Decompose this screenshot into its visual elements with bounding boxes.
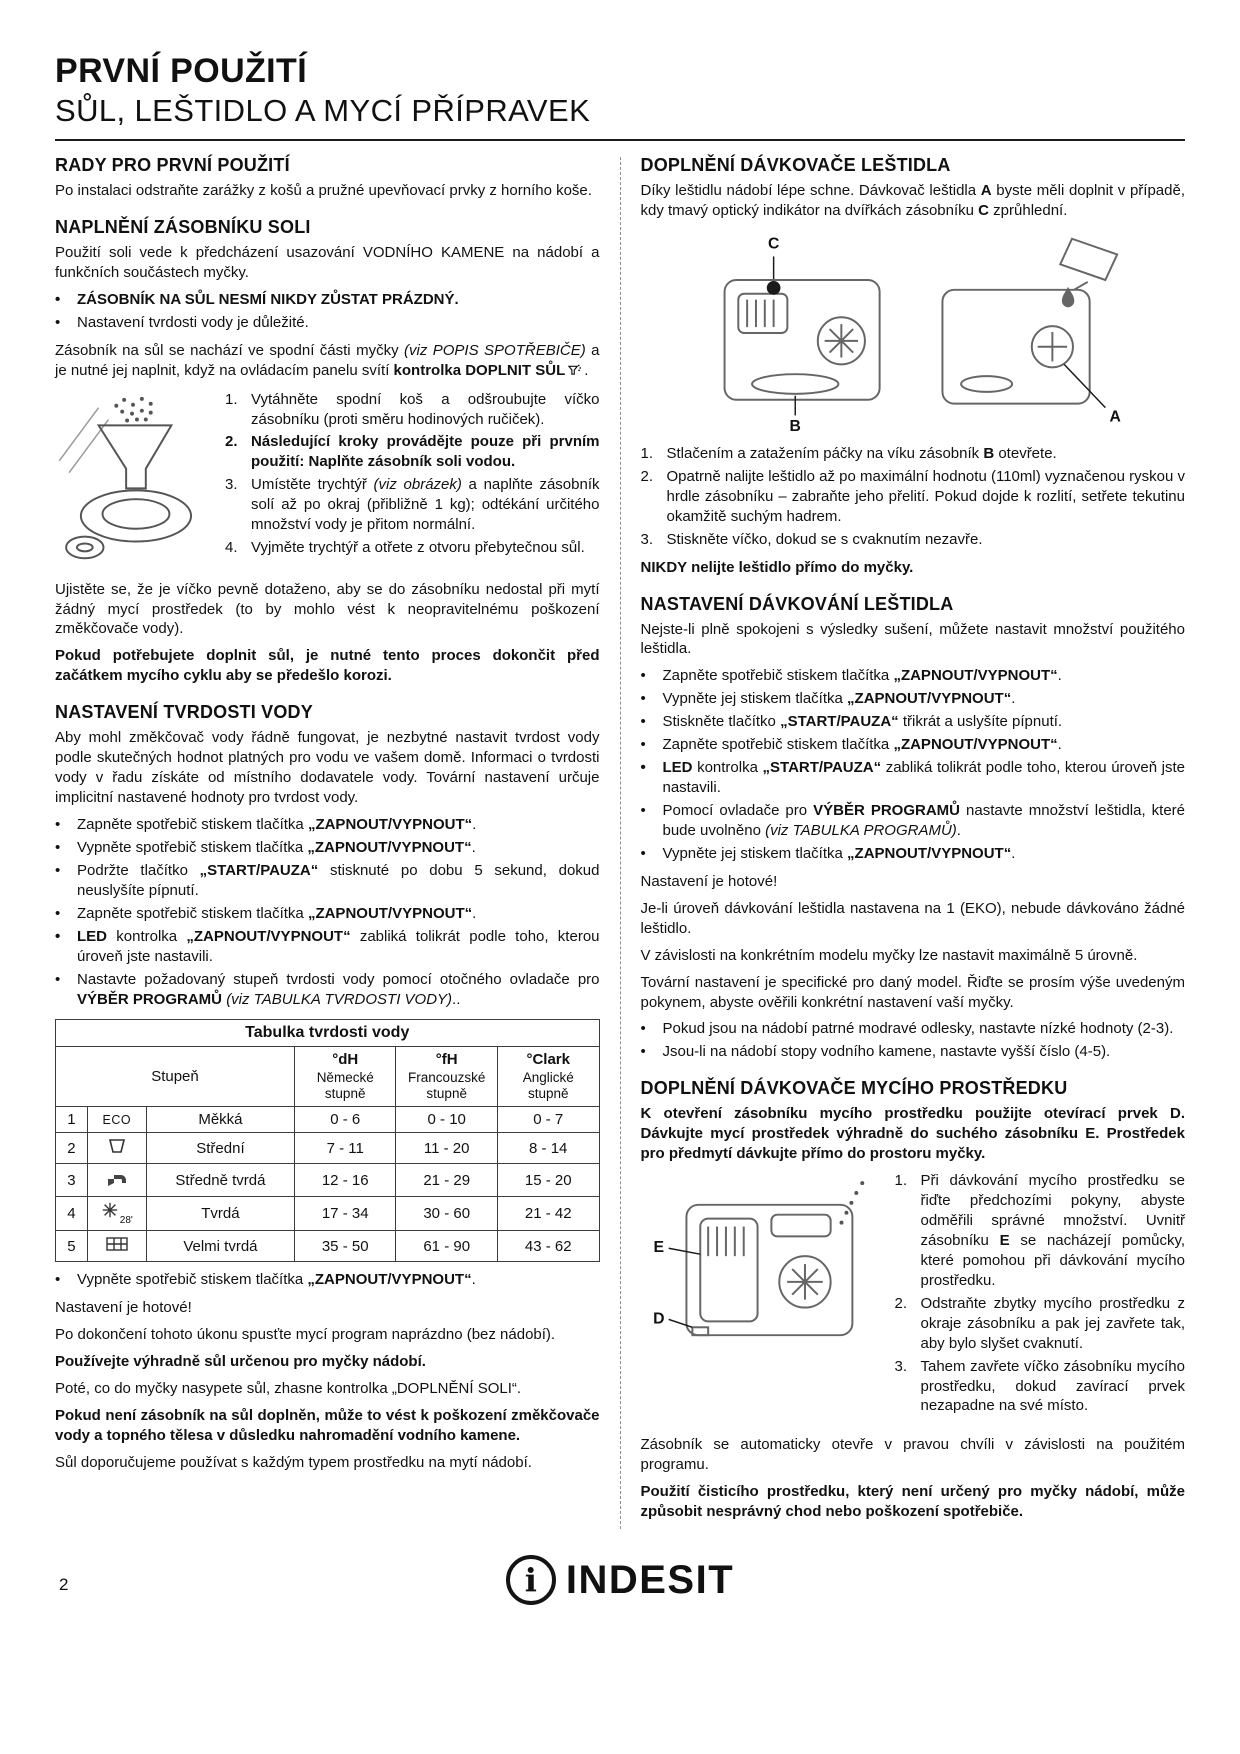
bullet-item [641,801,1186,841]
clark-value: 0 - 7 [497,1107,599,1133]
rinse-aid-dosing-bullets [641,666,1186,863]
water-hardness-table [55,1019,600,1262]
section-heading-water-hardness: NASTAVENÍ TVRDOSTI VODY [55,702,313,723]
unit-label: °Clark [526,1051,570,1069]
paragraph: Zásobník se automaticky otevře v pravou chvíli v závislosti na použitém programu. [640,1436,1185,1474]
list-marker: 3. [225,476,238,494]
level-label: Velmi tvrdá [146,1231,294,1262]
bullet-item [641,712,1186,732]
glass-icon [106,1137,128,1155]
list-item-text: Při dávkování mycího prostředku se řiďte předchozími pokyny, abyste odměřili správné množství. Uvnitř zásobníku E se nacházejí pomůcky, které pomohou při dávkování mycího prostředku. [920,1172,1185,1289]
warning-text: Používejte výhradně sůl určenou pro myčky nádobí. [55,1353,426,1371]
list-marker: • [55,927,61,945]
list-marker: 4. [225,539,238,557]
paragraph: Nejste-li plně spokojeni s výsledky sušení, můžete nastavit množství použitého leštidla. [640,620,1185,658]
list-item-text: Umístěte trychtýř (viz obrázek) a naplňte zásobník solí až po okraj (přibližně 1 kg); odtékání určitého množství vody je přitom normální. [251,476,600,534]
content-columns [55,153,1185,1529]
list-item-text: Vytáhněte spodní koš a odšroubujte víčko zásobníku (proti směru hodinových ručiček). [251,390,600,428]
detergent-steps [895,1171,1186,1419]
list-marker: 3. [894,1357,908,1375]
list-item-text: Podržte tlačítko „START/PAUZA“ stisknuté po dobu 5 sekund, dokud neuslyšíte pípnutí. [77,861,600,899]
level-number: 3 [56,1164,88,1197]
table-title-row [56,1020,600,1047]
warning-text: Pokud potřebujete doplnit sůl, je nutné tento proces dokončit před začátkem mycího cyklu aby se předešlo korozi. [55,647,600,685]
bullet-item [641,758,1186,798]
table-row [56,1164,600,1197]
table-title: Tabulka tvrdosti vody [56,1020,600,1047]
salt-indicator-icon [567,363,582,383]
column-divider [620,157,621,1529]
bullet-item [641,1042,1186,1062]
paragraph: Po instalaci odstraňte zarážky z košů a pružné upevňovací prvky z horního koše. [55,182,592,199]
list-item-text: Pomocí ovladače pro VÝBĚR PROGRAMŮ nastavte množství leštidla, které bude uvolněno (viz TABULKA PROGRAMŮ). [662,802,1186,839]
table-row [56,1197,600,1231]
level-number: 4 [56,1197,88,1231]
unit-label: °fH [435,1051,458,1069]
page-title: PRVNÍ POUŽITÍ [55,52,308,90]
section-heading-first-use-tips: RADY PRO PRVNÍ POUŽITÍ [55,155,290,175]
list-marker: 2. [225,433,238,451]
bullet-item [641,666,1186,686]
fh-value: 11 - 20 [396,1133,498,1164]
list-item-text: LED kontrolka „START/PAUZA“ zabliká tolikrát podle toho, kterou úroveň jste nastavili. [662,759,1185,797]
list-marker: 3. [640,530,654,548]
numbered-step [225,538,600,558]
list-marker: • [640,844,646,862]
bullet-item [641,735,1186,755]
numbered-step [895,1171,1186,1291]
list-marker: • [55,313,61,331]
paragraph: Sůl doporučujeme používat s každým typem prostředku na mytí nádobí. [55,1453,532,1471]
clark-value: 8 - 14 [497,1133,599,1164]
bullet-item [641,689,1186,709]
list-marker: • [55,290,61,308]
list-item-text: Odstraňte zbytky mycího prostředku z okraje zásobníku a pak jej zavřete tak, aby bylo slyšet cvaknutí. [920,1294,1185,1352]
table-header-level: Stupeň [56,1047,295,1107]
numbered-step [641,530,1186,550]
list-item-text: Vypněte spotřebič stiskem tlačítka „ZAPNOUT/VYPNOUT“. [77,838,476,856]
bullet-item [55,927,600,967]
paragraph: Poté, co do myčky nasypete sůl, zhasne kontrolka „DOPLNĚNÍ SOLI“. [55,1380,522,1398]
list-item-text: Vypněte jej stiskem tlačítka „ZAPNOUT/VYPNOUT“. [662,690,1016,708]
level-number: 5 [56,1231,88,1262]
paragraph: Aby mohl změkčovač vody řádně fungovat, je nezbytné nastavit tvrdost vody podle skutečných hodnot platných pro vodu ve vašem domě. Informaci o tvrdosti vody v řadu získáte od místního dodavatele vody. Tovární nastavení určuje implicitní nastavené hodnoty pro tvrdost vody. [55,729,600,807]
list-marker: • [640,713,646,731]
list-marker: • [55,861,61,879]
fh-value: 30 - 60 [396,1197,498,1231]
list-item-text: Zapněte spotřebič stiskem tlačítka „ZAPNOUT/VYPNOUT“. [77,816,477,833]
page-header [55,52,1185,129]
paragraph: Je-li úroveň dávkování leštidla nastavena na 1 (EKO), nebude dávkováno žádné leštidlo. [640,899,1185,937]
numbered-step [641,467,1186,527]
list-item-text: LED kontrolka „ZAPNOUT/VYPNOUT“ zabliká tolikrát podle toho, kterou úroveň jste nastavili. [77,927,600,965]
salt-funnel-diagram [55,390,213,572]
dh-value: 17 - 34 [294,1197,396,1231]
right-column [641,153,1186,1529]
list-item-text: Tahem zavřete víčko zásobníku mycího prostředku, dokud zavírací prvek nezapadne na své místo. [920,1357,1185,1415]
indesit-logo [55,1555,1185,1605]
dh-value: 12 - 16 [294,1164,396,1197]
table-row [56,1231,600,1262]
page-number: 2 [59,1575,69,1595]
list-item-text: Stiskněte tlačítko „START/PAUZA“ třikrát a uslyšíte pípnutí. [662,713,1063,731]
section-heading-rinse-aid-fill: DOPLNĚNÍ DÁVKOVAČE LEŠTIDLA [640,155,951,175]
snowflake-icon-label: 28' [119,1215,133,1227]
list-marker: • [55,970,61,988]
bullet-item [55,861,600,901]
dh-value: 0 - 6 [294,1107,396,1133]
list-marker: • [55,816,61,833]
header-rule [55,139,1185,141]
list-marker: 2. [894,1294,908,1312]
hardness-setup-bullets [55,815,600,1009]
fh-value: 0 - 10 [396,1107,498,1133]
left-column [55,153,600,1529]
dh-value: 35 - 50 [294,1231,396,1262]
level-label: Středně tvrdá [146,1164,294,1197]
table-header-row [56,1047,600,1107]
paragraph: Nastavení je hotové! [640,872,778,890]
list-item-text: Vypněte jej stiskem tlačítka „ZAPNOUT/VYPNOUT“. [662,844,1016,862]
table-header-dh [294,1047,396,1107]
bullet-item [641,1019,1186,1039]
list-item-text: Zapněte spotřebič stiskem tlačítka „ZAPNOUT/VYPNOUT“. [662,736,1062,754]
level-icon-cell [87,1133,146,1164]
paragraph: Nastavení je hotové! [55,1299,192,1317]
paragraph: Ujistěte se, že je víčko pevně dotaženo, aby se do zásobníku nedostal při mytí žádný mycí prostředek (to by mohlo vést k neopravitelnému poškození změkčovače vody). [55,580,600,638]
unit-desc: Německé stupně [316,1070,374,1102]
table-row [56,1107,600,1133]
dh-value: 7 - 11 [294,1133,396,1164]
diagram-label-b: B [789,418,801,436]
warning-text: K otevření zásobníku mycího prostředku použijte otevírací prvek D. Dávkujte mycí prostředek výhradně do suchého zásobníku E. Prostředek pro předmytí dávkujte přímo do prostoru myčky. [640,1105,1185,1163]
bullet-item [55,313,600,333]
logo-letter: i [524,1561,537,1600]
paragraph: Zásobník na sůl se nachází ve spodní části myčky (viz POPIS SPOTŘEBIČE) a je nutné jej naplnit, když na ovládacím panelu svítí kontrolka DOPLNIT SŮL . [55,341,600,383]
rinse-aid-steps [641,444,1186,550]
rinse-aid-dispenser-diagram [648,228,1178,436]
list-item-text: Zapněte spotřebič stiskem tlačítka „ZAPNOUT/VYPNOUT“. [77,904,477,922]
level-number: 2 [56,1133,88,1164]
numbered-step [895,1294,1186,1354]
fh-value: 21 - 29 [396,1164,498,1197]
salt-fill-block [55,390,600,572]
bullet-item [55,970,600,1010]
list-marker: 1. [640,444,654,462]
level-label: Střední [146,1133,294,1164]
section-heading-rinse-aid-dosing: NASTAVENÍ DÁVKOVÁNÍ LEŠTIDLA [640,593,954,614]
eco-label: ECO [102,1113,132,1128]
fh-value: 61 - 90 [396,1231,498,1262]
list-marker: • [640,690,646,708]
level-icon-cell [87,1164,146,1197]
clark-value: 15 - 20 [497,1164,599,1197]
table-header-fh [396,1047,498,1107]
warning-text: Pokud není zásobník na sůl doplněn, může to vést k poškození změkčovače vody a topného tělesa v důsledku nahromadění vodního kamene. [55,1406,600,1444]
list-marker: • [55,904,61,922]
diagram-label-e: E [653,1239,664,1257]
section-heading-salt-fill: NAPLNĚNÍ ZÁSOBNÍKU SOLI [55,216,311,237]
brand-name: INDESIT [565,1557,735,1602]
list-marker: • [640,802,646,819]
list-marker: 2. [640,467,654,485]
list-item-text: Stiskněte víčko, dokud se s cvaknutím nezavře. [666,530,983,548]
indesit-logo-icon [506,1555,556,1605]
list-marker: • [640,759,646,777]
rinse-aid-tips-bullets [641,1019,1186,1062]
diagram-label-a: A [1109,408,1121,426]
list-item-text: Vyjměte trychtýř a otřete z otvoru přebytečnou sůl. [251,539,585,557]
list-marker: • [640,667,646,685]
section-heading-detergent-fill: DOPLNĚNÍ DÁVKOVAČE MYCÍHO PROSTŘEDKU [640,1078,1068,1099]
post-table-bullets [55,1270,600,1290]
list-item-text: Nastavení tvrdosti vody je důležité. [77,313,309,331]
bullet-item [55,1270,600,1290]
bullet-item [55,815,600,835]
bullet-item [55,290,600,310]
table-header-clark [497,1047,599,1107]
level-number: 1 [56,1107,88,1133]
paragraph: V závislosti na konkrétním modelu myčky lze nastavit maximálně 5 úrovně. [640,946,1138,964]
tap-icon [105,1168,129,1188]
page-footer [55,1555,1185,1627]
numbered-step [895,1357,1186,1417]
salt-steps [225,390,600,562]
list-item-text: Nastavte požadovaný stupeň tvrdosti vody pomocí otočného ovladače pro VÝBĚR PROGRAMŮ (viz TABULKA TVRDOSTI VODY).. [77,970,600,1008]
rinse-aid-diagram-block [641,228,1186,436]
list-item-text: ZÁSOBNÍK NA SŮL NESMÍ NIKDY ZŮSTAT PRÁZDNÝ. [77,290,459,308]
numbered-step [225,475,600,535]
paragraph: Použití soli vede k předcházení usazování VODNÍHO KAMENE na nádobí a funkčních součástech myčky. [55,243,600,281]
list-marker: 1. [894,1172,908,1190]
unit-label: °dH [332,1051,359,1069]
list-item-text: Pokud jsou na nádobí patrné modravé odlesky, nastavte nízké hodnoty (2-3). [662,1020,1174,1038]
bullet-item [55,838,600,858]
list-item-text: Zapněte spotřebič stiskem tlačítka „ZAPNOUT/VYPNOUT“. [662,667,1062,685]
level-label: Tvrdá [146,1197,294,1231]
paragraph: Po dokončení tohoto úkonu spusťte mycí program naprázdno (bez nádobí). [55,1326,556,1344]
numbered-step [641,444,1186,464]
list-item-text: Jsou-li na nádobí stopy vodního kamene, nastavte vyšší číslo (4-5). [662,1043,1111,1061]
list-item-text: Vypněte spotřebič stiskem tlačítka „ZAPNOUT/VYPNOUT“. [77,1271,476,1289]
detergent-fill-block [641,1171,1186,1427]
snowflake-icon [101,1201,119,1219]
warning-text: NIKDY nelijte leštidlo přímo do myčky. [640,558,914,576]
unit-desc: Francouzské stupně [408,1070,486,1102]
warning-text: Použití čisticího prostředku, který není určený pro myčky nádobí, může způsobit nesprávný chod nebo poškození spotřebiče. [640,1483,1185,1521]
paragraph: Díky leštidlu nádobí lépe schne. Dávkovač leštidla A byste měli doplnit v případě, kdy tmavý optický indikátor na dvířkách zásobníku C zprůhlední. [640,182,1186,219]
numbered-step [225,432,600,472]
level-icon-cell [87,1107,146,1133]
list-marker: • [640,1020,646,1038]
level-icon-cell [87,1231,146,1262]
list-item-text: Následující kroky provádějte pouze při prvním použití: Naplňte zásobník soli vodou. [251,433,600,471]
page-subtitle: SŮL, LEŠTIDLO A MYCÍ PŘÍPRAVEK [55,93,591,128]
ice-tray-icon [105,1235,129,1253]
clark-value: 21 - 42 [497,1197,599,1231]
diagram-label-c: C [767,235,780,253]
list-marker: • [55,1271,61,1289]
list-marker: • [640,736,646,754]
list-marker: • [640,1043,646,1061]
paragraph: Tovární nastavení je specifické pro daný model. Řiďte se prosím výše uvedeným pokynem, abyste ověřili konkrétní nastavení vaší myčky. [640,973,1185,1011]
bullet-item [641,844,1186,864]
list-marker: • [55,838,61,856]
table-row [56,1133,600,1164]
diagram-label-d: D [652,1310,664,1328]
list-marker: 1. [225,390,238,408]
list-item-text: Opatrně nalijte leštidlo až po maximální hodnotu (110ml) vyznačenou ryskou v hrdle zásobníku – zabraňte jeho přelití. Pokud dojde k rozlití, setřete tekutinu okamžitě suchým hadrem. [666,467,1185,525]
level-label: Měkká [146,1107,294,1133]
bullet-item [55,904,600,924]
list-item-text: Stlačením a zatažením páčky na víku zásobník B otevřete. [666,444,1057,462]
level-icon-cell [87,1197,146,1231]
salt-bullet-list [55,290,600,333]
detergent-dispenser-diagram [641,1171,883,1369]
numbered-step [225,390,600,430]
clark-value: 43 - 62 [497,1231,599,1262]
unit-desc: Anglické stupně [522,1070,574,1102]
